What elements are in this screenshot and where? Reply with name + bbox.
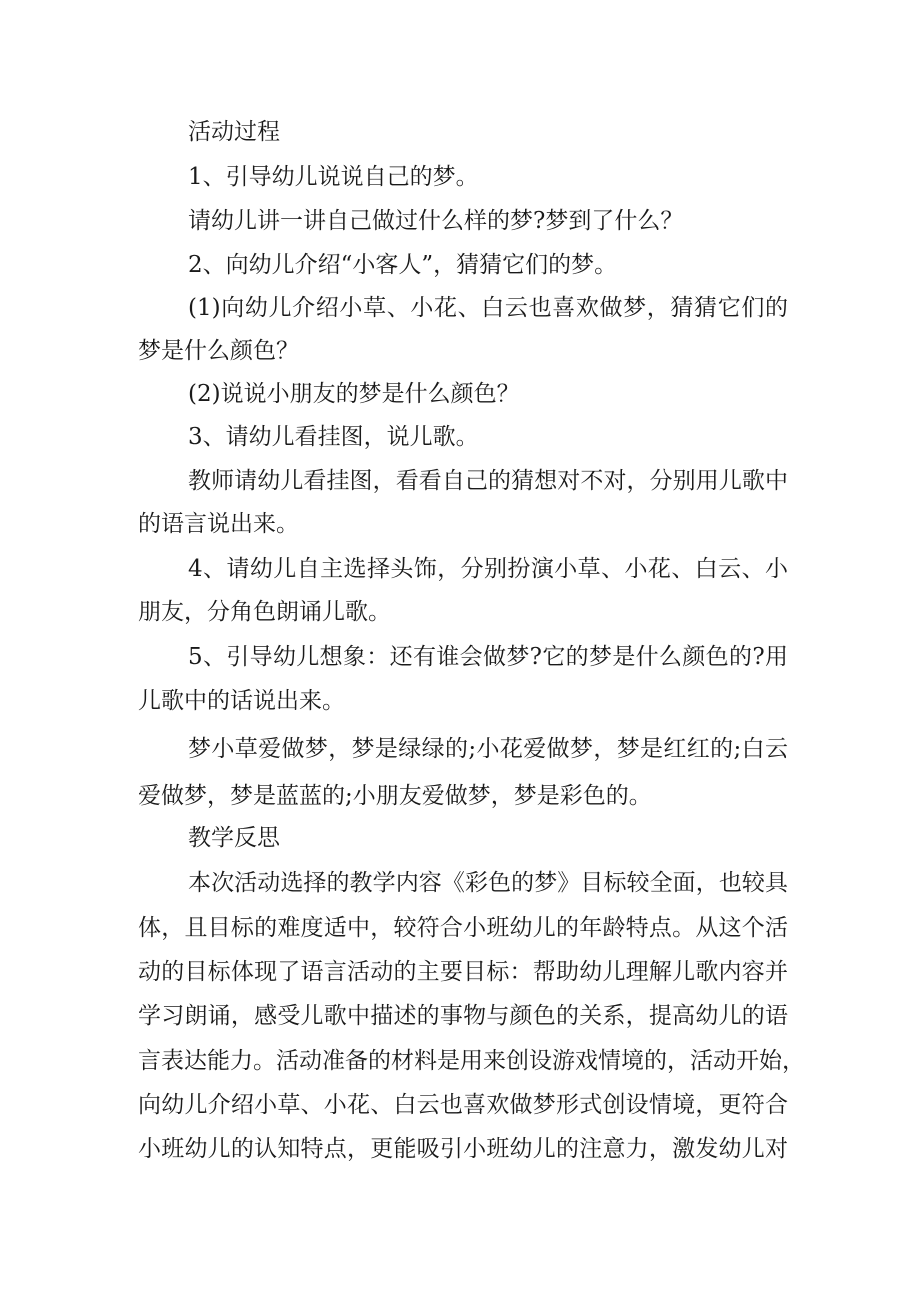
paragraph-line: 3、请幼儿看挂图，说儿歌。 (188, 424, 479, 450)
paragraph-line: 2、向幼儿介绍“小客人”，猜猜它们的梦。 (188, 252, 618, 278)
paragraph-line: 小班幼儿的认知特点，更能吸引小班幼儿的注意力，激发幼儿对 (138, 1136, 788, 1162)
paragraph-line: 的语言说出来。 (138, 511, 299, 537)
paragraph-line: 动的目标体现了语言活动的主要目标：帮助幼儿理解儿歌内容并 (138, 959, 788, 985)
paragraph-line: (2)说说小朋友的梦是什么颜色？ (188, 381, 520, 407)
paragraph-line: 朋友，分角色朗诵儿歌。 (138, 599, 391, 625)
paragraph-line: 向幼儿介绍小草、小花、白云也喜欢做梦形式创设情境，更符合 (138, 1092, 788, 1118)
paragraph-line: 体，且目标的难度适中，较符合小班幼儿的年龄特点。从这个活 (138, 915, 788, 941)
paragraph-line: 教师请幼儿看挂图，看看自己的猜想对不对，分别用儿歌中 (188, 468, 788, 494)
paragraph-line: 儿歌中的话说出来。 (138, 688, 345, 714)
paragraph-line: 学习朗诵，感受儿歌中描述的事物与颜色的关系，提高幼儿的语 (138, 1003, 788, 1029)
paragraph-line: 5、引导幼儿想象：还有谁会做梦?它的梦是什么颜色的?用 (188, 644, 788, 670)
paragraph-line: (1)向幼儿介绍小草、小花、白云也喜欢做梦，猜猜它们的 (188, 295, 788, 321)
paragraph-line: 请幼儿讲一讲自己做过什么样的梦?梦到了什么？ (188, 208, 684, 234)
paragraph-line: 本次活动选择的教学内容《彩色的梦》目标较全面，也较具 (188, 870, 788, 896)
section-heading: 教学反思 (188, 825, 280, 851)
paragraph-line: 梦小草爱做梦，梦是绿绿的;小花爱做梦，梦是红红的;白云 (188, 736, 788, 762)
paragraph-line: 爱做梦，梦是蓝蓝的;小朋友爱做梦，梦是彩色的。 (138, 783, 652, 809)
paragraph-line: 言表达能力。活动准备的材料是用来创设游戏情境的，活动开始， (138, 1048, 805, 1074)
paragraph-line: 1、引导幼儿说说自己的梦。 (188, 164, 479, 190)
paragraph-line: 梦是什么颜色？ (138, 338, 299, 364)
paragraph-line: 4、请幼儿自主选择头饰，分别扮演小草、小花、白云、小 (188, 556, 788, 582)
section-heading: 活动过程 (188, 119, 280, 145)
